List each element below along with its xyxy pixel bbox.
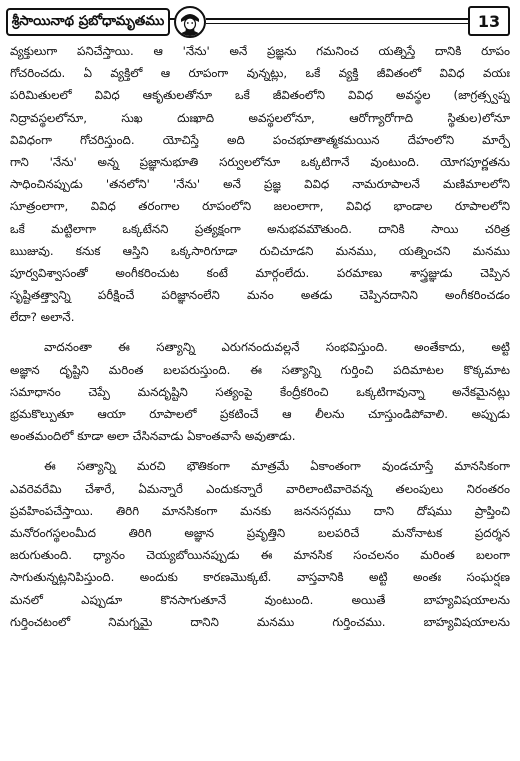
text-line: ప్రవహింపచేస్తాయి. తిరిగి మానసికంగా మనకు జననసర్గము దాని దోషము ప్రాప్తించి: [10, 503, 510, 518]
paragraph-1: [10, 40, 510, 328]
text-line: జరుగుతుంది. ధ్యానం చెయ్యబోయినప్పుడు ఈ మానసిక సంచలనం మరింత బలంగా: [10, 548, 510, 563]
text-line: సృష్టితత్త్వాన్ని పరీక్షించే పరిజ్ఞానంలేని మనం అతడు చెప్పినదానిని అంగీకరించడం: [10, 288, 510, 303]
text-line: సూత్రంలాగా, వివిధ తరంగాల రూపంలోని జలంలాగా, వివిధ భాండాల రూపాలలోని: [10, 199, 510, 214]
text-line: సమాధానం చెప్పే మనదృష్టిని సత్యంపై కేంద్రీకరించి ఒక్కటిగావున్నా అనేకమైనట్లు: [10, 384, 510, 399]
text-line: గాని 'నేను' అన్న ప్రజ్ఞానుభూతి సర్వులలోనూ ఒక్కటిగానే వుంటుంది. యోగపూర్ణతను: [10, 154, 510, 169]
text-line: మనోరంగస్థలంమీద తిరిగి అజ్ఞాన ప్రవృత్తిని బలపరిచే మనోనాటక ప్రదర్శన: [10, 525, 510, 540]
text-line: ఎవరెవరేమి చేశారే, ఏమన్నారే ఎందుకన్నారే వారిలాంటివారెవన్న తలంపులు నిరంతరం: [10, 481, 510, 496]
paragraph-3: [10, 455, 510, 633]
text-line: వివిధంగా గోచరిస్తుంది. యోచిస్తే అది పంచభూతాత్మకమయిన దేహంలోని మార్పే: [10, 132, 510, 147]
text-line: ఋజువు. కనుక ఆస్తిని ఒక్కసారిగూడా రుచిచూడని మనము, యత్నించని మనము: [10, 243, 510, 258]
body-text: [10, 40, 510, 633]
sai-baba-portrait-icon: [174, 6, 206, 38]
text-line: వ్యక్తులుగా పనిచేస్తాయి. ఆ 'నేను' అనే ప్రజ్ఞను గమనించ యత్నిస్తే దానికి రూపం: [10, 44, 510, 58]
page-number: 13: [468, 6, 510, 36]
text-line: అంతమందిలో కూడా అలా చేసినవాడు ఏకాంతవాసే అవుతాడు.: [10, 429, 296, 444]
text-line: ఒకే మట్టిలాగా ఒక్కటేనని ప్రత్యక్షంగా అనుభవమౌతుంది. దానికి సాయి చరిత్ర: [10, 221, 510, 236]
text-line: భ్రమకొల్పుతూ ఆయా రూపాలలో ప్రకటించే ఆ లీలను చూస్తుండిపోవాలి. అప్పుడు: [10, 407, 510, 421]
text-line: ఈ సత్యాన్ని మరచి భౌతికంగా మాత్రమే ఏకాంతంగా వుండచూస్తే మానసికంగా: [44, 459, 510, 474]
text-line: మనలో ఎప్పుడూ కొనసాగుతూనే వుంటుంది. అయితే బాహ్యవిషయాలను: [10, 592, 510, 607]
text-line: సాధించినప్పుడు 'తనలోని' 'నేను' అనే ప్రజ్ఞ వివిధ నామరూపాలనే మణిమాలలోని: [10, 177, 510, 192]
book-title: శ్రీసాయినాథ ప్రబోధామృతము: [6, 8, 170, 36]
text-line: పూర్వవిశ్వాసంతో అంగీకరించుట కంటే మార్గంలేదు. పరమాణు శాస్త్రజ్ఞుడు చెప్పిన: [10, 265, 510, 280]
text-line: వాదనంతా ఈ సత్యాన్ని ఎరుగనందువల్లనే సంభవిస్తుంది. అంతేకాదు, అట్టి: [44, 340, 510, 355]
text-line: అజ్ఞాన దృష్టిని మరింత బలపరుస్తుంది. ఈ సత్యాన్ని గుర్తించి పదిమాటల కొక్కమాట: [10, 362, 510, 377]
text-line: లేదా? అలానే.: [10, 310, 75, 325]
text-line: సాగుతున్నట్లనిపిస్తుంది. అందుకు కారణమొక్కటే. వాస్తవానికి అట్టి అంతః సంఘర్షణ: [10, 570, 510, 585]
text-line: గుర్తించటంలో నిమగ్నమై దానిని మనము గుర్తించము. బాహ్యవిషయాలను: [10, 614, 510, 629]
page-header: [4, 6, 516, 36]
text-line: నిద్రావస్థలలోనూ, సుఖ దుఃఖాది అవస్థలలోనూ, ఆరోగ్యారోగాది స్థితుల)లోనూ: [10, 110, 510, 125]
header-rule-right: [206, 18, 470, 20]
text-line: పరిమితులలో వివిధ ఆకృతులతోనూ ఒకే జీవితంలోని వివిధ అవస్థల (జాగ్రత్స్వప్న: [10, 88, 510, 103]
text-line: గోచరించదు. ఏ వ్యక్తిలో ఆ రూపంగా వున్నట్లు, ఒకే వ్యక్తి జీవితంలో వివిధ వయః: [10, 66, 510, 81]
header-rule-right-lower: [206, 23, 470, 24]
paragraph-2: [10, 336, 510, 447]
